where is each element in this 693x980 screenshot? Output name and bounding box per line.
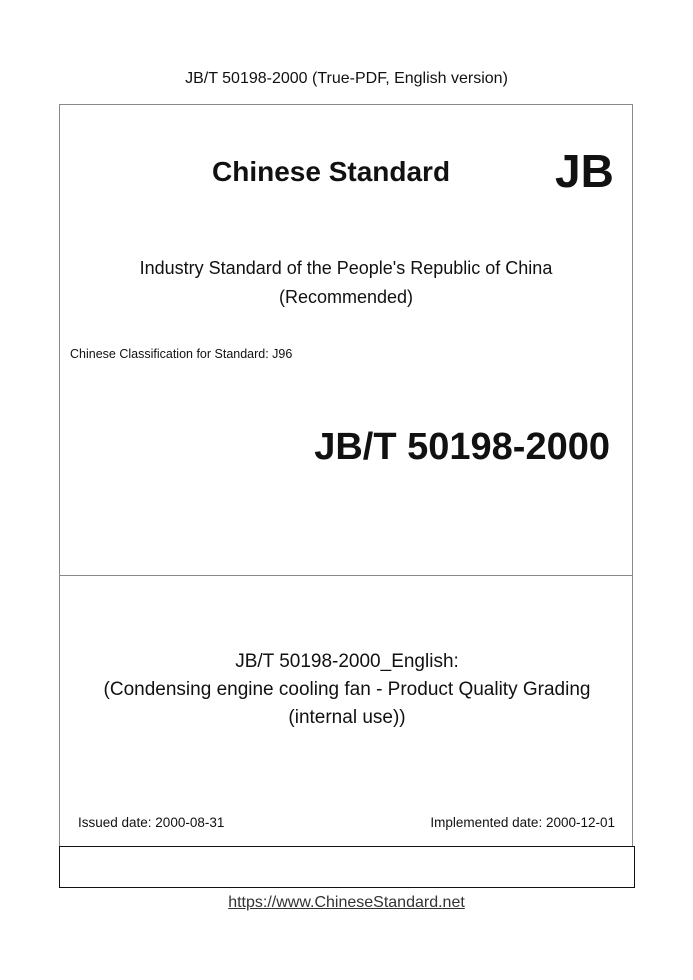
subtitle-line-2: (Recommended) — [278, 287, 414, 307]
classification-text: Chinese Classification for Standard: J96 — [70, 347, 293, 361]
document-title-line-1: JB/T 50198-2000_English: — [235, 651, 459, 672]
standard-number: JB/T 50198-2000 — [314, 426, 610, 468]
page-header: JB/T 50198-2000 (True-PDF, English version) — [185, 70, 508, 87]
subtitle-line-1: Industry Standard of the People's Republic of China — [139, 258, 553, 278]
standard-code-mark: JB — [555, 145, 614, 197]
brand-title: Chinese Standard — [212, 156, 451, 187]
implemented-date: Implemented date: 2000-12-01 — [430, 815, 615, 830]
cover-bottom-box — [59, 846, 635, 888]
issued-date: Issued date: 2000-08-31 — [78, 815, 225, 830]
document-title-line-3: (internal use)) — [288, 707, 406, 728]
website-link[interactable]: https://www.ChineseStandard.net — [228, 894, 465, 911]
document-title-line-2: (Condensing engine cooling fan - Product Quality Grading — [103, 679, 591, 700]
document-title — [59, 648, 635, 732]
